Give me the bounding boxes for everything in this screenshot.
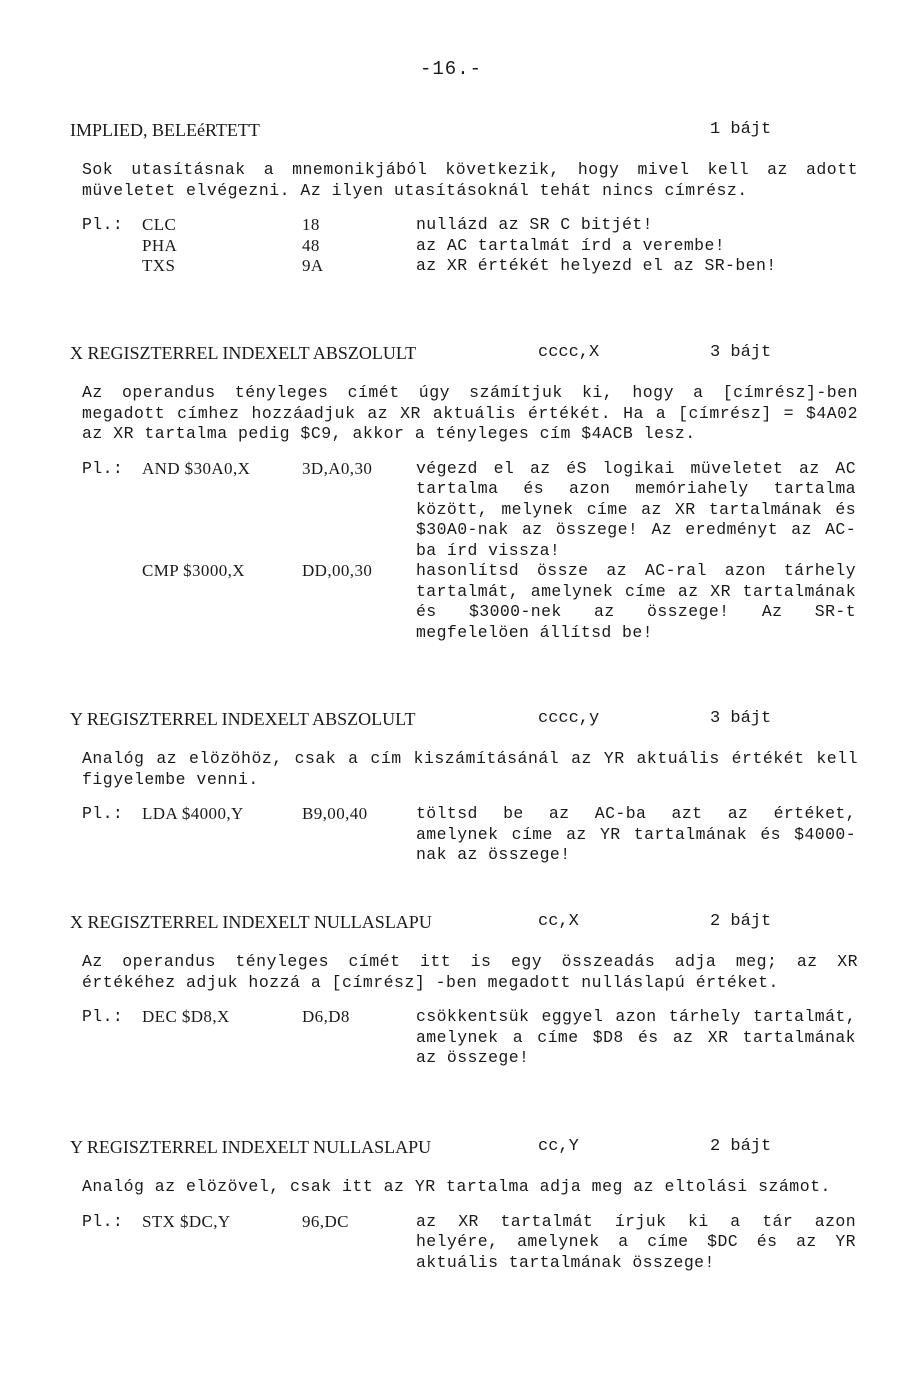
section-description: Sok utasításnak a mnemonikjából következik, hogy mivel kell az adott müveletet elvégezni. Az ilyen utasításoknál tehát nincs címrész. [82, 160, 858, 200]
example-row [70, 236, 870, 257]
example-description: az XR tartalmát írjuk ki a tár azon helyére, amelynek a címe $DC és az YR aktuális tartalmának összege! [416, 1211, 856, 1272]
example-instruction: STX $DC,Y [142, 1211, 231, 1231]
example-description: töltsd be az AC-ba azt az értéket, amelynek címe az YR tartalmának és $4000-nak az összege! [416, 804, 856, 864]
examples-block [70, 215, 870, 277]
example-opcode: DD,00,30 [302, 561, 373, 580]
example-row [70, 1007, 870, 1069]
section-title: Y REGISZTERREL INDEXELT NULLASLAPU [70, 1137, 432, 1157]
example-opcode: 9A [302, 256, 324, 275]
addressing-mode: cccc,y [538, 709, 600, 728]
byte-count: 2 bájt [710, 912, 772, 931]
example-row [70, 215, 870, 236]
byte-count: 2 bájt [710, 1137, 772, 1156]
section-x-indexed-zeropage [70, 912, 870, 1069]
section-y-indexed-absolute [70, 709, 870, 866]
section-description: Analóg az elözövel, csak itt az YR tartalma adja meg az eltolási számot. [82, 1177, 831, 1196]
section-x-indexed-absolute [70, 343, 870, 643]
section-description: Az operandus tényleges címét úgy számítjuk ki, hogy a [címrész]-ben megadott címhez hozzáadjuk az XR aktuális értékét. Ha a [címrész] = $4A02 az XR tartalma pedig $C9, akkor a tényleges cím $4ACB lesz. [82, 383, 858, 443]
example-label: Pl.: [82, 1211, 124, 1231]
example-instruction: LDA $4000,Y [142, 804, 244, 823]
examples-block [70, 804, 870, 866]
page-number: -16.- [420, 58, 483, 80]
example-description: végezd el az éS logikai müveletet az AC tartalma és azon memóriahely tartalma között, melynek címe az XR tartalmának és $30A0-nak az összege! Az eredményt az AC-ba írd vissza! [416, 458, 856, 560]
example-row [70, 256, 870, 277]
example-opcode: 96,DC [302, 1211, 349, 1231]
example-row [70, 804, 870, 866]
section-title: X REGISZTERREL INDEXELT NULLASLAPU [70, 912, 432, 932]
examples-block [70, 1212, 870, 1274]
example-opcode: 48 [302, 235, 320, 255]
example-instruction: AND $30A0,X [142, 458, 251, 478]
example-description: nullázd az SR C bitjét! [416, 215, 653, 234]
example-description: az XR értékét helyezd el az SR-ben! [416, 256, 777, 275]
examples-block [70, 1007, 870, 1069]
example-row [70, 1212, 870, 1274]
example-description: csökkentsük eggyel azon tárhely tartalmát, amelynek a címe $D8 és az XR tartalmának az összege! [416, 1007, 856, 1067]
addressing-mode: cccc,X [538, 343, 600, 362]
byte-count: 3 bájt [710, 343, 772, 362]
example-label: Pl.: [82, 1007, 124, 1026]
section-title: X REGISZTERREL INDEXELT ABSZOLULT [70, 343, 417, 363]
section-y-indexed-zeropage [70, 1137, 870, 1273]
section-description: Analóg az elözöhöz, csak a cím kiszámításánál az YR aktuális értékét kell figyelembe venni. [82, 749, 858, 789]
example-row [70, 561, 870, 643]
examples-block [70, 459, 870, 644]
section-implied [70, 120, 870, 277]
section-description: Az operandus tényleges címét itt is egy összeadás adja meg; az XR értékéhez adjuk hozzá a [címrész] -ben megadott nulláslapú értéket. [82, 952, 858, 992]
addressing-mode: cc,X [538, 912, 579, 931]
section-title: Y REGISZTERREL INDEXELT ABSZOLULT [70, 709, 416, 729]
example-row [70, 459, 870, 562]
addressing-mode: cc,Y [538, 1137, 579, 1156]
example-label: Pl.: [82, 804, 124, 823]
example-instruction: DEC $D8,X [142, 1007, 230, 1026]
example-opcode: 18 [302, 215, 320, 234]
example-instruction: TXS [142, 256, 176, 275]
example-opcode: B9,00,40 [302, 804, 368, 823]
example-label: Pl.: [82, 215, 124, 234]
example-opcode: D6,D8 [302, 1007, 350, 1026]
example-description: az AC tartalmát írd a verembe! [416, 235, 726, 255]
example-opcode: 3D,A0,30 [302, 458, 373, 478]
example-description: hasonlítsd össze az AC-ral azon tárhely tartalmát, amelynek címe az XR tartalmának és $3000-nek az összege! Az SR-t megfelelöen állítsd be! [416, 561, 856, 642]
section-title: IMPLIED, BELEéRTETT [70, 120, 260, 140]
example-instruction: PHA [142, 235, 178, 255]
example-label: Pl.: [82, 458, 124, 478]
byte-count: 3 bájt [710, 709, 772, 728]
example-instruction: CMP $3000,X [142, 561, 245, 580]
example-instruction: CLC [142, 215, 177, 234]
byte-count: 1 bájt [710, 120, 772, 139]
